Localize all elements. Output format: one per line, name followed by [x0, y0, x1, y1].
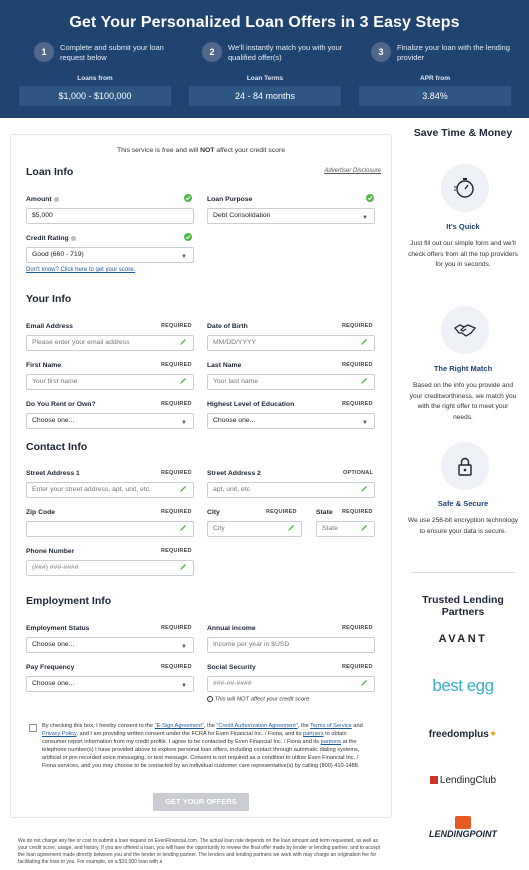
last-name-label: Last Name — [207, 362, 242, 369]
partners-heading: Trusted Lending Partners — [422, 594, 504, 618]
required-tag: REQUIRED — [342, 625, 373, 631]
padlock-icon — [441, 442, 489, 490]
placeholder: Please enter your email address — [32, 339, 130, 346]
annual-income-field[interactable] — [207, 637, 375, 653]
first-name-field[interactable] — [26, 374, 194, 390]
notice-text: This service is free and will — [117, 147, 201, 154]
sidebar-divider — [411, 572, 515, 573]
loan-purpose-select[interactable] — [207, 208, 375, 224]
credit-rating-label: Credit Rating — [26, 235, 76, 242]
consent-text: By checking this box, I hereby consent to the "E-Sign Agreement", the "Credit Authorization Agreement", the Terms of Service and Privacy Policy, and I am providing written consent under the FCRA for Even Financial Inc. / Fiona, and its partners to obtain consumer report information from my credit profile. I agree to be contacted by Even Financial Inc. / Fiona and its partners at the telephone number(s) I have provided above to explore personal loan offers, including contact through automatic dialing systems, artificial or pre-recorded voice messaging, or text message. Consent is not required as a condition to utilize Even Financial Inc. / Fiona services, and you may choose to be contacted by an individual customer care representative(s) by calling (800) 410-1488. — [42, 723, 363, 769]
ssn-label: Social Security — [207, 664, 256, 671]
stat-label: Loan Terms — [246, 75, 284, 82]
placeholder: (###) ###-#### — [32, 564, 79, 571]
credit-rating-select[interactable] — [26, 247, 194, 263]
step-text: Complete and submit your loan request below — [60, 43, 164, 62]
notice-text: affect your credit score — [214, 147, 285, 154]
pen-icon — [360, 377, 368, 385]
placeholder: State — [322, 525, 338, 532]
required-tag: REQUIRED — [342, 401, 373, 407]
stat-apr-from — [359, 75, 511, 106]
required-tag: REQUIRED — [161, 664, 192, 670]
esign-agreement-link[interactable]: "E-Sign Agreement" — [154, 723, 204, 729]
placeholder: Your first name — [32, 378, 78, 385]
stat-loan-terms — [189, 75, 341, 106]
step-text: Finalize your loan with the lending provider — [397, 43, 510, 62]
check-icon — [184, 194, 192, 202]
terms-of-service-link[interactable]: Terms of Service — [310, 723, 352, 729]
feature-body: Just fill out our simple form and we'll check offers from all the top providers for you in seconds. — [408, 240, 518, 268]
feature-title: Safe & Secure — [437, 499, 489, 508]
best-egg-logo: best egg — [432, 676, 494, 695]
partners-link[interactable]: partners — [320, 739, 342, 745]
required-tag: REQUIRED — [342, 664, 373, 670]
section-your-info: Your Info — [26, 293, 72, 305]
pay-frequency-select[interactable] — [26, 676, 194, 692]
placeholder: ###-##-#### — [213, 680, 252, 687]
zip-field[interactable] — [26, 521, 194, 537]
lendingpoint-mark-icon — [455, 816, 471, 829]
rent-own-select[interactable] — [26, 413, 194, 429]
placeholder: Your last name — [213, 378, 259, 385]
feature-body: We use 256-bit encryption technology to ensure your data is secure. — [407, 517, 519, 535]
freedomplus-logo: freedomplus✦ — [428, 729, 498, 740]
avant-logo: AVANT — [438, 633, 488, 645]
required-tag: REQUIRED — [161, 470, 192, 476]
partners-link[interactable]: partners — [303, 731, 324, 737]
state-field[interactable] — [316, 521, 375, 537]
street1-field[interactable] — [26, 482, 194, 498]
hero-title: Get Your Personalized Loan Offers in 3 Easy Steps — [69, 14, 460, 31]
phone-label: Phone Number — [26, 548, 75, 555]
check-icon — [366, 194, 374, 202]
info-circle-icon: i — [207, 696, 213, 702]
required-tag: REQUIRED — [342, 362, 373, 368]
pay-frequency-label: Pay Frequency — [26, 664, 75, 671]
stat-value: 3.84% — [359, 86, 511, 106]
pen-icon — [287, 524, 295, 532]
select-value: Good (660 - 719) — [32, 251, 84, 258]
step-number: 3 — [371, 42, 391, 62]
info-icon — [71, 236, 76, 241]
placeholder: City — [213, 525, 225, 532]
advertiser-disclosure-link[interactable]: Advertiser Disclosure — [324, 168, 381, 174]
lendingclub-logo: LendingClub — [411, 775, 515, 786]
chevron-down-icon: ▼ — [362, 420, 368, 426]
education-select[interactable] — [207, 413, 375, 429]
feature-body: Based on the info you provide and your creditworthiness, we match you with the right offer to meet your needs. — [409, 382, 517, 421]
handshake-icon — [441, 306, 489, 354]
select-value: Choose one... — [32, 641, 75, 648]
get-offers-button[interactable]: GET YOUR OFFERS — [153, 793, 249, 811]
amount-label: Amount — [26, 196, 59, 203]
ssn-note — [207, 696, 309, 703]
required-tag: REQUIRED — [161, 323, 192, 329]
step-number: 2 — [202, 42, 222, 62]
street2-label: Street Address 2 — [207, 470, 261, 477]
chevron-down-icon: ▼ — [181, 254, 187, 260]
education-label: Highest Level of Education — [207, 401, 295, 408]
get-score-link[interactable]: Don't know? Click here to get your score. — [26, 267, 136, 273]
select-value: Choose one... — [32, 680, 75, 687]
disclaimer-text: We do not charge any fee or cost to submit a loan request on EvenFinancial.com. The actual loan rate depends on the loan amount and term requested, as well as your credit score, usage, and history. If you are offered a loan, you will have the opportunity to review the final offer made by lender or lending partner, and to accept the loan agreement made directly between you and the lender or lending partner. The lenders and lending partners we work with may charge an origination fee for facilitating the loan to you. For example, on a $10,000 loan with a — [18, 838, 381, 865]
consent-checkbox[interactable] — [29, 724, 37, 732]
pen-icon — [179, 485, 187, 493]
placeholder: MM/DD/YYYY — [213, 339, 257, 346]
hero-banner — [0, 0, 529, 118]
amount-input[interactable]: $5,000 — [26, 208, 194, 224]
pen-icon — [360, 679, 368, 687]
pen-icon — [360, 485, 368, 493]
employment-status-select[interactable] — [26, 637, 194, 653]
stat-label: APR from — [420, 75, 450, 82]
employment-status-label: Employment Status — [26, 625, 90, 632]
lendingpoint-logo — [411, 816, 515, 839]
notice-bold: NOT — [200, 147, 215, 154]
required-tag: REQUIRED — [161, 509, 192, 515]
chevron-down-icon: ▼ — [181, 644, 187, 650]
ssn-field[interactable] — [207, 676, 375, 692]
lendingpoint-wordmark: LENDINGPOINT — [428, 829, 497, 839]
credit-authorization-link[interactable]: "Credit Authorization Agreement" — [216, 723, 298, 729]
loan-form — [10, 134, 392, 818]
state-label: State — [316, 509, 333, 516]
chevron-down-icon: ▼ — [181, 420, 187, 426]
required-tag: REQUIRED — [161, 548, 192, 554]
dob-label: Date of Birth — [207, 323, 248, 330]
chevron-down-icon: ▼ — [362, 215, 368, 221]
required-tag: REQUIRED — [266, 509, 297, 515]
last-name-field[interactable] — [207, 374, 375, 390]
ssn-note-text: This will NOT affect your credit score — [214, 696, 310, 703]
stat-label: Loans from — [77, 75, 113, 82]
loan-purpose-label: Loan Purpose — [207, 196, 253, 203]
required-tag: REQUIRED — [342, 323, 373, 329]
placeholder: Enter your street address, apt, unit, etc. — [32, 486, 152, 493]
step-text: We'll instantly match you with your qualified offer(s) — [228, 43, 343, 62]
city-field[interactable] — [207, 521, 302, 537]
rent-own-label: Do You Rent or Own? — [26, 401, 96, 408]
section-contact-info: Contact Info — [26, 441, 88, 453]
zip-label: Zip Code — [26, 509, 56, 516]
placeholder: Income per year in $USD — [213, 641, 290, 648]
select-value: Debt Consolidation — [213, 212, 271, 219]
free-service-notice — [11, 147, 391, 154]
street2-field[interactable] — [207, 482, 375, 498]
pen-icon — [360, 524, 368, 532]
chevron-down-icon: ▼ — [181, 683, 187, 689]
stopwatch-icon — [441, 164, 489, 212]
pen-icon — [179, 338, 187, 346]
stat-value: 24 - 84 months — [189, 86, 341, 106]
section-employment-info: Employment Info — [26, 595, 112, 607]
street1-label: Street Address 1 — [26, 470, 80, 477]
required-tag: REQUIRED — [342, 509, 373, 515]
stat-value: $1,000 - $100,000 — [19, 86, 171, 106]
optional-tag: OPTIONAL — [343, 470, 374, 476]
first-name-label: First Name — [26, 362, 62, 369]
placeholder: apt, unit, etc — [213, 486, 251, 493]
pen-icon — [179, 377, 187, 385]
step-number: 1 — [34, 42, 54, 62]
stat-loans-from — [19, 75, 171, 106]
select-value: Choose one... — [32, 417, 75, 424]
city-label: City — [207, 509, 220, 516]
info-icon — [54, 197, 59, 202]
required-tag: REQUIRED — [161, 625, 192, 631]
check-icon — [184, 233, 192, 241]
required-tag: REQUIRED — [161, 362, 192, 368]
phone-field[interactable] — [26, 560, 194, 576]
privacy-policy-link[interactable]: Privacy Policy — [42, 731, 77, 737]
pen-icon — [179, 563, 187, 571]
sidebar-heading: Save Time & Money — [413, 127, 513, 139]
feature-title: The Right Match — [433, 364, 493, 373]
annual-income-label: Annual income — [207, 625, 256, 632]
feature-title: It's Quick — [446, 222, 480, 231]
email-label: Email Address — [26, 323, 73, 330]
section-loan-info: Loan Info — [26, 166, 74, 178]
dob-field[interactable] — [207, 335, 375, 351]
email-field[interactable] — [26, 335, 194, 351]
pen-icon — [360, 338, 368, 346]
pen-icon — [179, 524, 187, 532]
lendingclub-mark-icon — [430, 776, 438, 784]
select-value: Choose one... — [213, 417, 256, 424]
required-tag: REQUIRED — [161, 401, 192, 407]
